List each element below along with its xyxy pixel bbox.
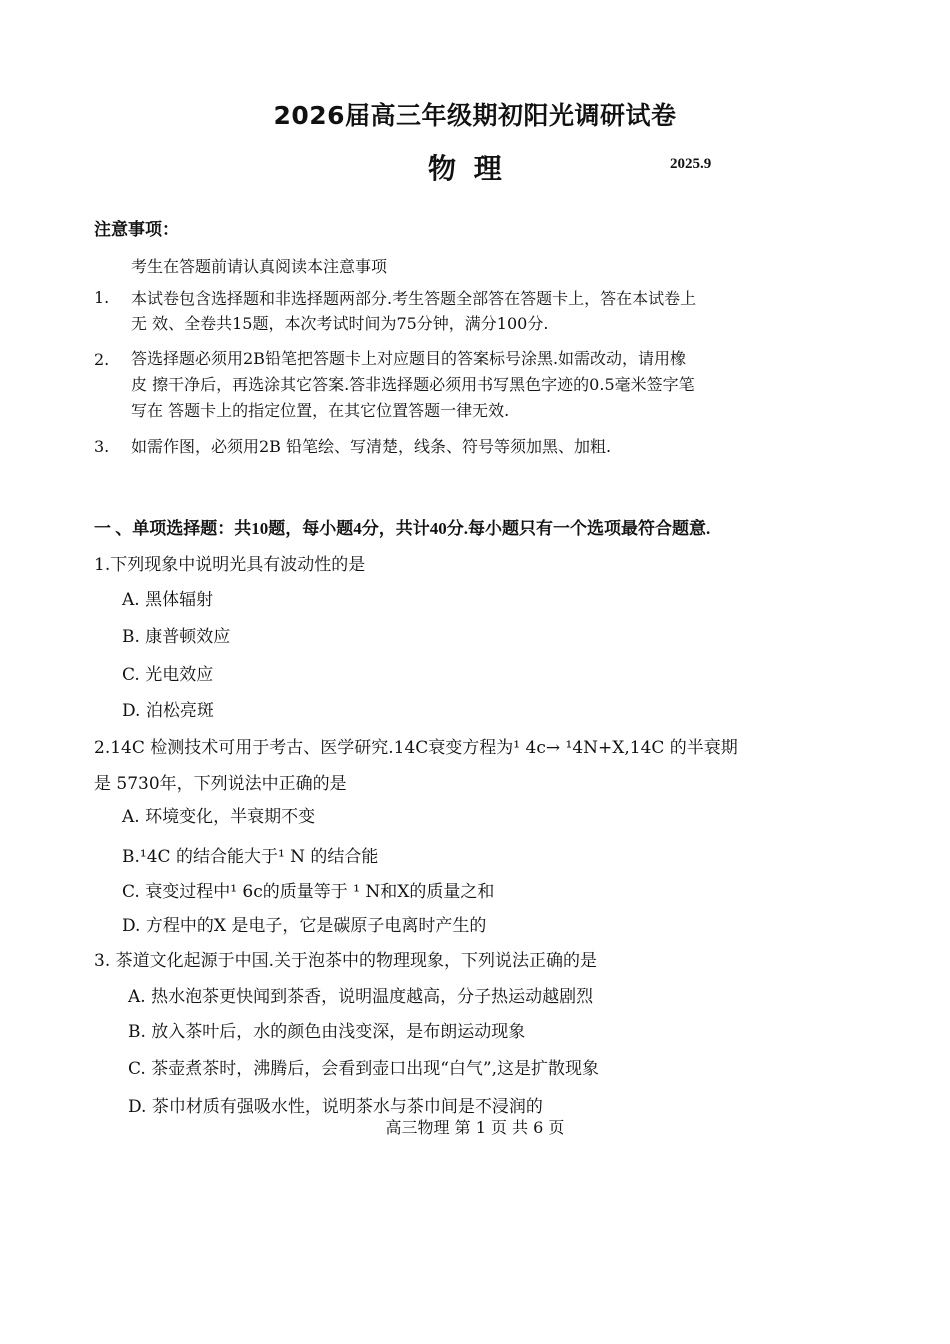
notice-item-number: 3. bbox=[94, 437, 110, 456]
option-b: B. 放入茶叶后，水的颜色由浅变深，是布朗运动现象 bbox=[128, 1022, 526, 1042]
question-stem: 1.下列现象中说明光具有波动性的是 bbox=[94, 555, 366, 575]
page-footer: 高三物理 第 1 页 共 6 页 bbox=[385, 1118, 565, 1137]
option-d: D. 泊松亮斑 bbox=[122, 701, 214, 721]
subject-title: 物 理 bbox=[428, 152, 506, 185]
option-c: C. 光电效应 bbox=[122, 665, 214, 685]
notice-heading: 注意事项： bbox=[94, 220, 179, 240]
section-heading: 一 、单项选择题：共10题，每小题4分，共计40分.每小题只有一个选项最符合题意. bbox=[94, 519, 711, 538]
notice-line: 本试卷包含选择题和非选择题两部分.考生答题全部答在答题卡上，答在本试卷上 bbox=[131, 289, 697, 308]
exam-date: 2025.9 bbox=[670, 156, 712, 172]
question-stem: 是 5730年，下列说法中正确的是 bbox=[94, 774, 347, 794]
question-stem: 2.14C 检测技术可用于考古、医学研究.14C衰变方程为¹ 4c→ ¹4N+X,14C 的半衰期 bbox=[94, 738, 738, 758]
notice-intro: 考生在答题前请认真阅读本注意事项 bbox=[131, 257, 388, 276]
option-d: D. 方程中的X 是电子，它是碳原子电离时产生的 bbox=[122, 916, 487, 936]
option-d: D. 茶巾材质有强吸水性，说明茶水与茶巾间是不浸润的 bbox=[128, 1097, 543, 1117]
question-stem: 3. 茶道文化起源于中国.关于泡茶中的物理现象，下列说法正确的是 bbox=[94, 951, 598, 971]
option-a: A. 黑体辐射 bbox=[122, 590, 214, 610]
option-c: C. 茶壶煮茶时，沸腾后，会看到壶口出现“白气”,这是扩散现象 bbox=[128, 1059, 599, 1079]
exam-title: 2026届高三年级期初阳光调研试卷 bbox=[273, 101, 677, 130]
option-a: A. 热水泡茶更快闻到茶香，说明温度越高，分子热运动越剧烈 bbox=[128, 987, 594, 1007]
notice-line: 皮 擦干净后，再选涂其它答案.答非选择题必须用书写黑色字迹的0.5毫米签字笔 bbox=[131, 375, 695, 394]
notice-item-number: 1. bbox=[94, 288, 110, 307]
notice-line: 答选择题必须用2B铅笔把答题卡上对应题目的答案标号涂黑.如需改动，请用橡 bbox=[131, 349, 687, 368]
option-c: C. 衰变过程中¹ 6c的质量等于 ¹ N和X的质量之和 bbox=[122, 882, 495, 902]
option-a: A. 环境变化，半衰期不变 bbox=[122, 807, 316, 827]
notice-item-number: 2. bbox=[94, 350, 110, 369]
option-b: B.¹4C 的结合能大于¹ N 的结合能 bbox=[122, 847, 379, 867]
notice-line: 如需作图，必须用2B 铅笔绘、写清楚，线条、符号等须加黑、加粗. bbox=[131, 437, 612, 456]
notice-line: 写在 答题卡上的指定位置，在其它位置答题一律无效. bbox=[131, 401, 510, 420]
notice-line: 无 效、全卷共15题，本次考试时间为75分钟，满分100分. bbox=[131, 314, 549, 333]
option-b: B. 康普顿效应 bbox=[122, 627, 231, 647]
